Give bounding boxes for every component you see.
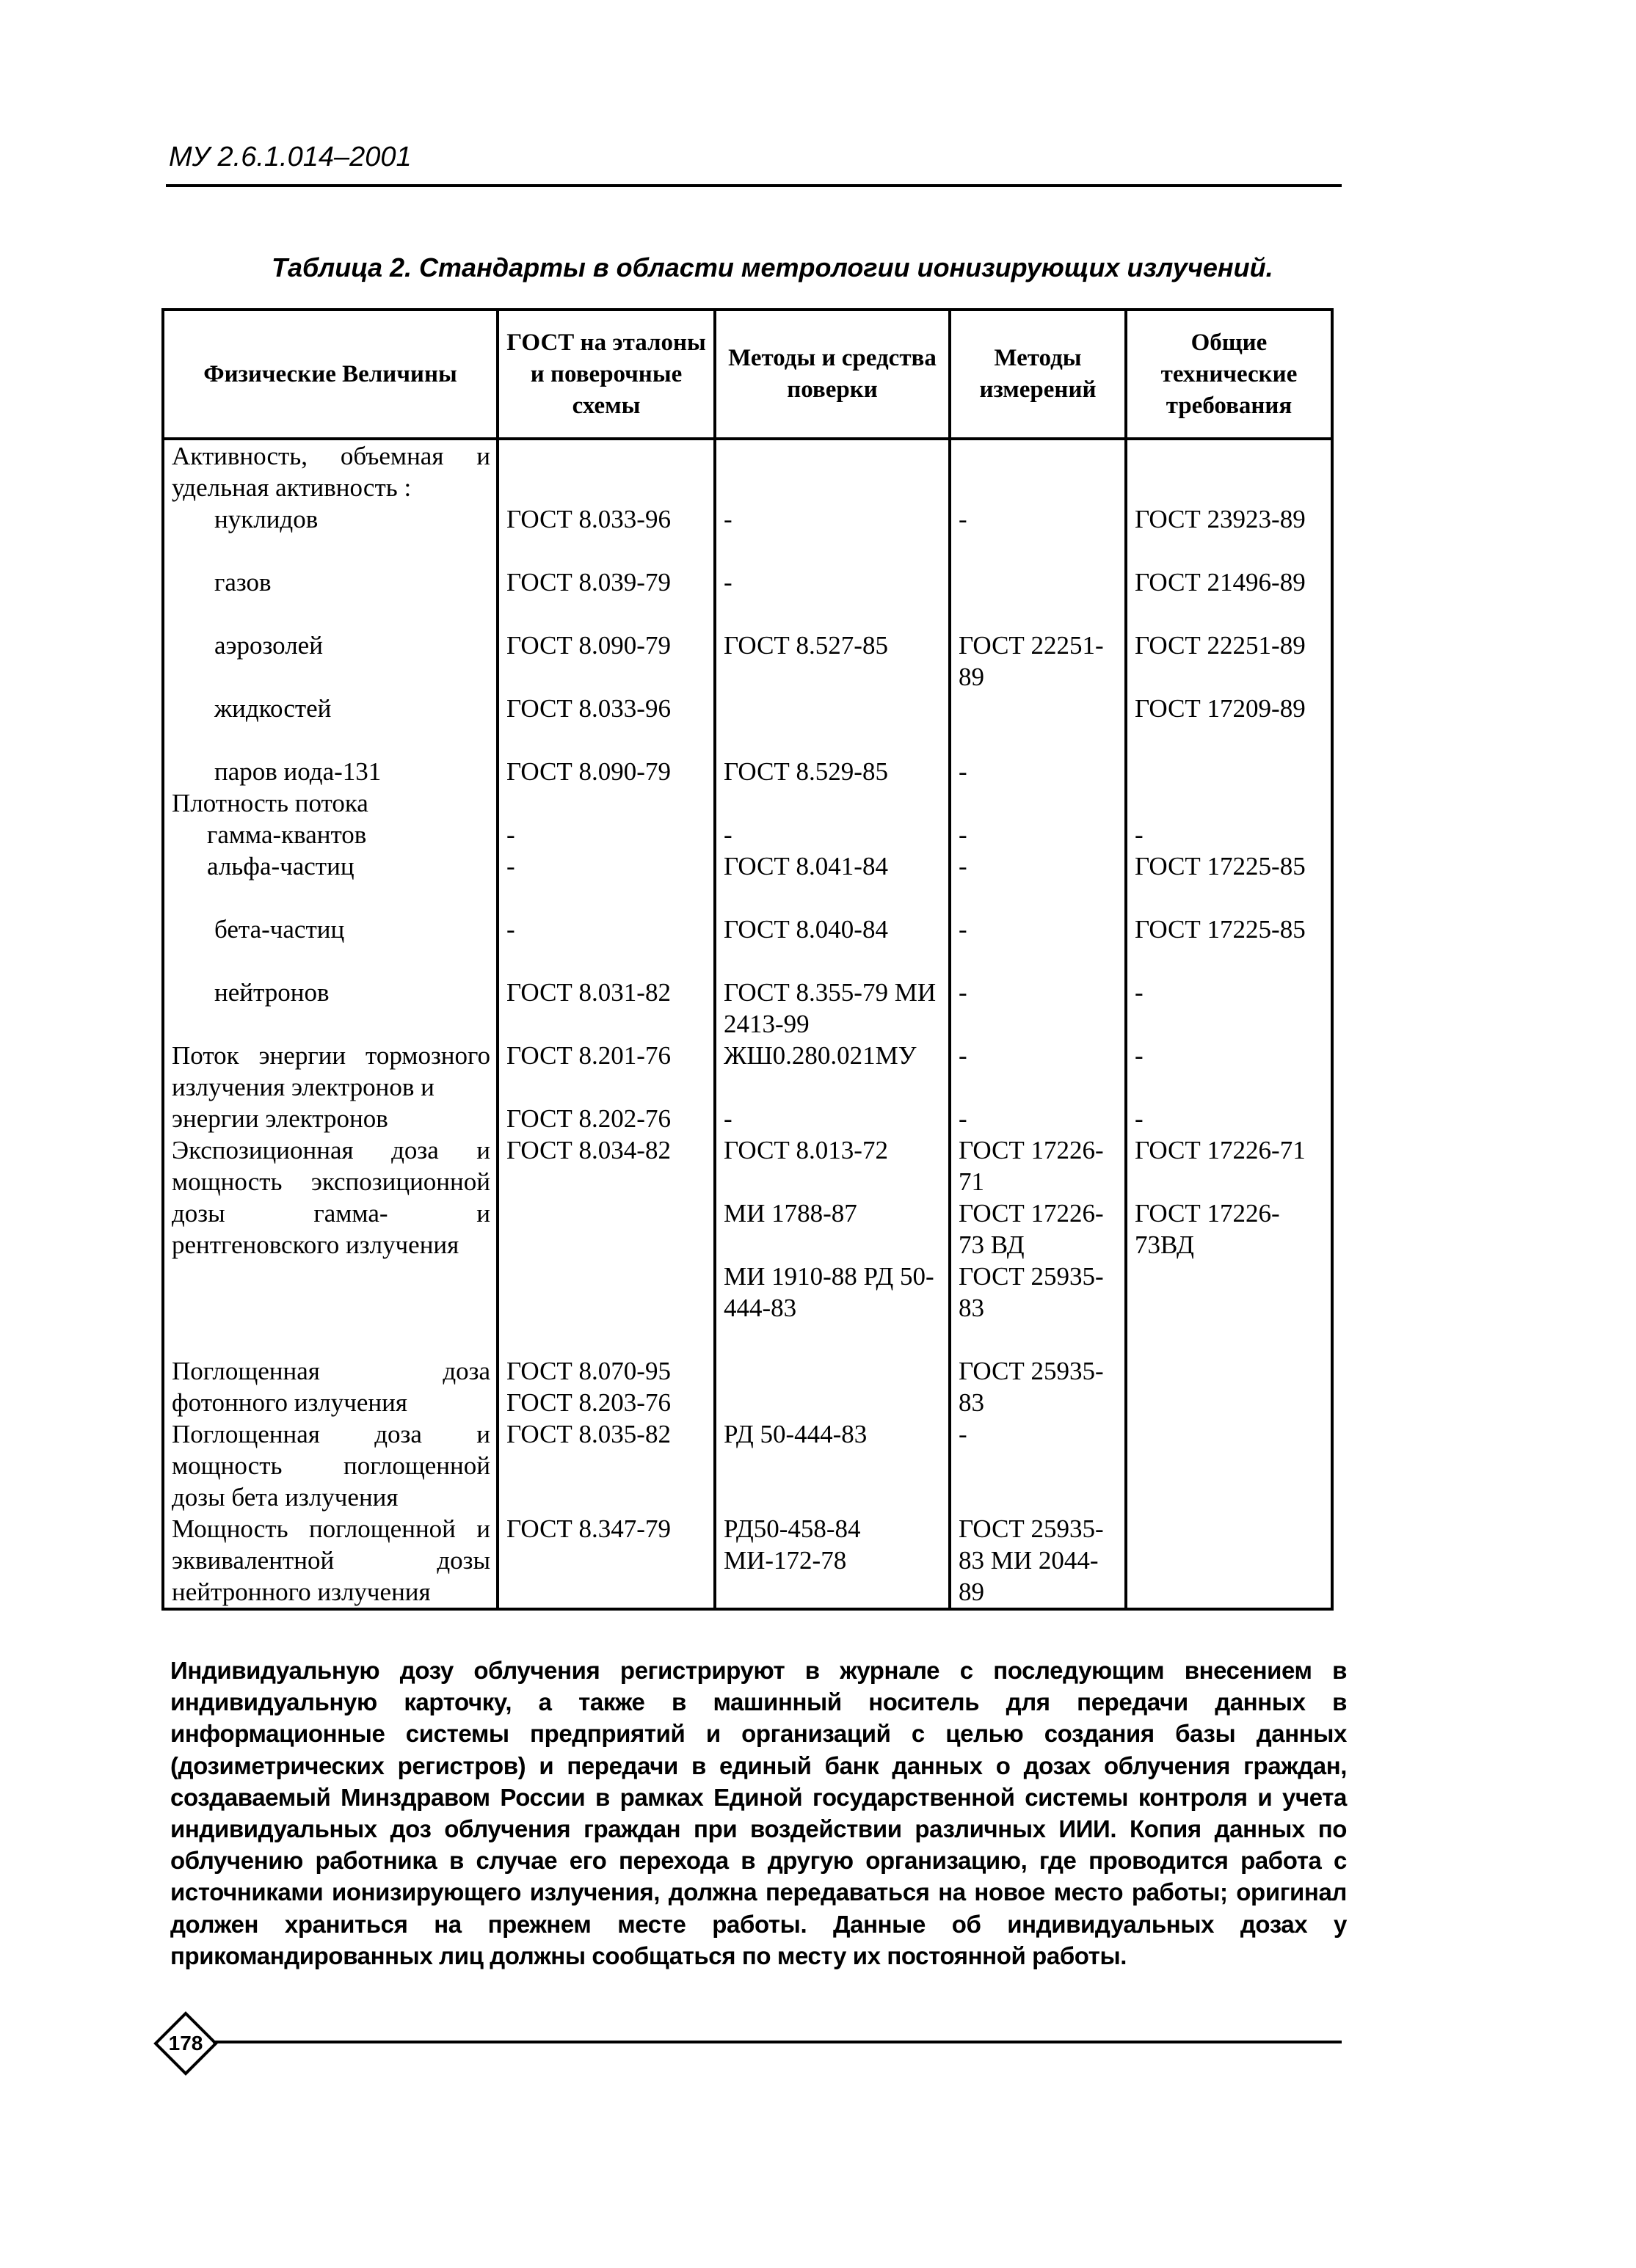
table-cell: ГОСТ 17225-85 — [1126, 914, 1332, 977]
table-cell: альфа-частиц — [163, 850, 498, 914]
table-cell: Плотность потока — [163, 787, 498, 819]
table-cell: ГОСТ 17209-89 — [1126, 693, 1332, 756]
table-cell: ГОСТ 8.035-82 — [498, 1418, 715, 1513]
table-cell: ГОСТ 8.355-79 МИ 2413-99 — [715, 977, 950, 1040]
table-cell: Активность, объемная и удельная активность : — [163, 439, 498, 503]
table-cell: - — [498, 819, 715, 850]
table-cell: ГОСТ 8.347-79 — [498, 1513, 715, 1609]
table-cell: ГОСТ 8.033-96 — [498, 693, 715, 756]
table-cell — [715, 1355, 950, 1418]
table-cell: - — [498, 850, 715, 914]
table-cell — [1126, 1513, 1332, 1609]
table-cell: ГОСТ 25935-83 — [950, 1261, 1126, 1355]
table-row — [163, 756, 1332, 787]
table-cell — [1126, 787, 1332, 819]
table-cell: Поглощенная доза фотонного излучения — [163, 1355, 498, 1418]
table-cell: ГОСТ 8.041-84 — [715, 850, 950, 914]
table-cell: ГОСТ 17226-71 — [950, 1134, 1126, 1197]
table-cell: ГОСТ 8.031-82 — [498, 977, 715, 1040]
table-cell: газов — [163, 566, 498, 630]
table-cell: - — [950, 503, 1126, 566]
table-row — [163, 914, 1332, 977]
table-cell: нейтронов — [163, 977, 498, 1040]
table-cell: - — [715, 503, 950, 566]
table-cell — [1126, 1355, 1332, 1418]
table-cell: энергии электронов — [163, 1103, 498, 1134]
table-cell: ГОСТ 8.090-79 — [498, 756, 715, 787]
table-cell — [498, 439, 715, 503]
table-cell — [715, 787, 950, 819]
table-cell — [950, 439, 1126, 503]
table-cell: РД50-458-84 МИ-172-78 — [715, 1513, 950, 1609]
table-cell: ГОСТ 8.201-76 — [498, 1040, 715, 1103]
table-cell: ГОСТ 8.013-72 — [715, 1134, 950, 1197]
table-cell: - — [950, 756, 1126, 787]
table-cell — [950, 693, 1126, 756]
table-row — [163, 1134, 1332, 1197]
body-paragraph: Индивидуальную дозу облучения регистрируют в журнале с последующим внесением в индивидуальную карточку, а также в машинный носитель для передачи данных в информационные системы предприятий и организаций с целью создания базы данных (дозиметрических регистров) и передачи в единый банк данных о дозах облучения граждан, создаваемый Минздравом России в рамках Единой государственной системы контроля и учета индивидуальных доз облучения граждан при воздействии различных ИИИ. Копия данных по облучению работника в случае его перехода в другую организацию, где проводится работа с источниками ионизирующего излучения, должна передаваться на новое место работы; оригинал должен храниться на прежнем месте работы. Данные об индивидуальных дозах у прикомандированных лиц должны сообщаться по месту их постоянной работы. — [170, 1657, 1347, 1969]
table-row — [163, 439, 1332, 503]
table-cell: - — [1126, 977, 1332, 1040]
table-cell: - — [950, 977, 1126, 1040]
table-row — [163, 977, 1332, 1040]
header-physical-quantities: Физические Величины — [163, 310, 498, 439]
footer-rule — [213, 2041, 1342, 2043]
table-cell: ГОСТ 22251-89 — [1126, 630, 1332, 693]
table-cell: гамма-квантов — [163, 819, 498, 850]
table-cell: МИ 1788-87 — [715, 1197, 950, 1261]
header-measurement-methods: Методы измерений — [950, 310, 1126, 439]
table-cell: аэрозолей — [163, 630, 498, 693]
table-cell — [715, 439, 950, 503]
table-cell: ГОСТ 8.529-85 — [715, 756, 950, 787]
table-cell — [1126, 1261, 1332, 1355]
header-rule — [166, 184, 1342, 187]
table-cell: ГОСТ 21496-89 — [1126, 566, 1332, 630]
table-cell: - — [715, 566, 950, 630]
table-cell: - — [950, 819, 1126, 850]
table-cell: ГОСТ 25935-83 — [950, 1355, 1126, 1418]
table-cell: - — [498, 914, 715, 977]
table-row — [163, 1355, 1332, 1418]
table-row — [163, 566, 1332, 630]
table-row — [163, 1040, 1332, 1103]
table-cell: - — [950, 1103, 1126, 1134]
table-cell: ГОСТ 17225-85 — [1126, 850, 1332, 914]
table-cell: Поглощенная доза и мощность поглощенной дозы бета излучения — [163, 1418, 498, 1513]
table-row — [163, 850, 1332, 914]
table-cell: Мощность поглощенной и эквивалентной дозы нейтронного излучения — [163, 1513, 498, 1609]
table-cell: ГОСТ 17226-73 ВД — [950, 1197, 1126, 1261]
table-cell: ГОСТ 8.202-76 — [498, 1103, 715, 1134]
table-row — [163, 787, 1332, 819]
table-cell: - — [950, 914, 1126, 977]
table-cell: - — [1126, 1040, 1332, 1103]
table-cell: ГОСТ 22251-89 — [950, 630, 1126, 693]
table-cell: - — [950, 1040, 1126, 1103]
table-cell: ГОСТ 23923-89 — [1126, 503, 1332, 566]
table-row — [163, 693, 1332, 756]
table-cell — [950, 566, 1126, 630]
table-row — [163, 503, 1332, 566]
table-row — [163, 1103, 1332, 1134]
table-cell — [715, 693, 950, 756]
table-header-row — [163, 310, 1332, 439]
table-cell: ЖШ0.280.021МУ — [715, 1040, 950, 1103]
document-code: МУ 2.6.1.014–2001 — [169, 142, 412, 172]
table-cell: - — [950, 850, 1126, 914]
table-row — [163, 1418, 1332, 1513]
table-cell: нуклидов — [163, 503, 498, 566]
table-cell — [498, 787, 715, 819]
table-row — [163, 1513, 1332, 1609]
table-cell: ГОСТ 8.040-84 — [715, 914, 950, 977]
table-cell: ГОСТ 8.527-85 — [715, 630, 950, 693]
table-cell: РД 50-444-83 — [715, 1418, 950, 1513]
standards-table — [161, 308, 1334, 1611]
table-cell: МИ 1910-88 РД 50-444-83 — [715, 1261, 950, 1355]
header-general-requirements: Общие технические требования — [1126, 310, 1332, 439]
table-cell: - — [715, 819, 950, 850]
table-cell: жидкостей — [163, 693, 498, 756]
table-cell: ГОСТ 8.090-79 — [498, 630, 715, 693]
table-cell: ГОСТ 8.070-95 ГОСТ 8.203-76 — [498, 1355, 715, 1418]
header-verification-methods: Методы и средства поверки — [715, 310, 950, 439]
table-cell — [1126, 439, 1332, 503]
table-cell: бета-частиц — [163, 914, 498, 977]
table-cell — [1126, 756, 1332, 787]
table-cell: Поток энергии тормозного излучения электронов и — [163, 1040, 498, 1103]
page-number-badge — [153, 2010, 219, 2076]
table-cell: - — [1126, 819, 1332, 850]
table-cell — [950, 787, 1126, 819]
table-row — [163, 630, 1332, 693]
table-cell: - — [715, 1103, 950, 1134]
table-cell: - — [1126, 1103, 1332, 1134]
table-cell: - — [950, 1418, 1126, 1513]
table-caption: Таблица 2. Стандарты в области метрологии ионизирующих излучений. — [272, 252, 1273, 282]
table-row — [163, 819, 1332, 850]
table-cell: ГОСТ 8.033-96 — [498, 503, 715, 566]
table-cell: ГОСТ 8.039-79 — [498, 566, 715, 630]
table-cell: паров иода-131 — [163, 756, 498, 787]
table-cell: Экспозиционная доза и мощность экспозиционной дозы гамма- и рентгеновского излучения — [163, 1134, 498, 1355]
table-cell: ГОСТ 25935-83 МИ 2044-89 — [950, 1513, 1126, 1609]
table-cell — [1126, 1418, 1332, 1513]
table-cell: ГОСТ 17226-73ВД — [1126, 1197, 1332, 1261]
page-number: 178 — [168, 2032, 203, 2054]
table-cell: ГОСТ 17226-71 — [1126, 1134, 1332, 1197]
header-gost-standards: ГОСТ на эталоны и поверочные схемы — [498, 310, 715, 439]
table-cell: ГОСТ 8.034-82 — [498, 1134, 715, 1355]
